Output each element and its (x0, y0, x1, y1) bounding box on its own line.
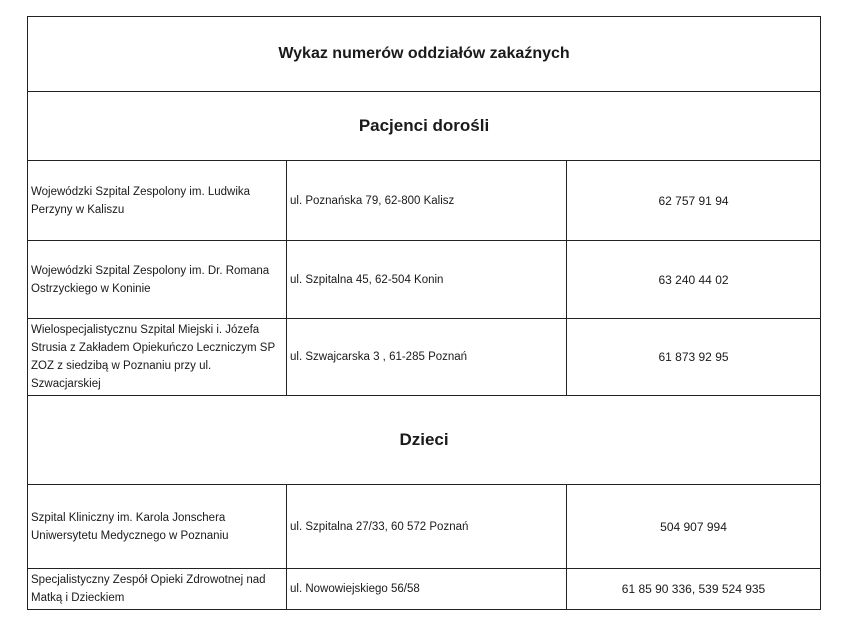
section-heading-adults: Pacjenci dorośli (28, 92, 821, 161)
hospital-phone: 63 240 44 02 (567, 241, 821, 319)
hospital-name: Wielospecjalistycznu Szpital Miejski i. Józefa Strusia z Zakładem Opiekuńczo Leczniczym SP ZOZ z siedzibą w Poznaniu przy ul. Szwacjarskiej (28, 319, 287, 396)
section-heading-children: Dzieci (28, 396, 821, 485)
hospital-phone: 62 757 91 94 (567, 161, 821, 241)
section-header-row (28, 92, 821, 161)
infectious-wards-table (27, 16, 821, 610)
hospital-address: ul. Szwajcarska 3 , 61-285 Poznań (287, 319, 567, 396)
hospital-address: ul. Szpitalna 27/33, 60 572 Poznań (287, 485, 567, 569)
document-title: Wykaz numerów oddziałów zakaźnych (28, 17, 821, 92)
hospital-phone: 61 873 92 95 (567, 319, 821, 396)
hospital-address: ul. Poznańska 79, 62-800 Kalisz (287, 161, 567, 241)
table-row (28, 485, 821, 569)
hospital-phone: 61 85 90 336, 539 524 935 (567, 569, 821, 610)
hospital-name: Specjalistyczny Zespół Opieki Zdrowotnej nad Matką i Dzieckiem (28, 569, 287, 610)
table-row (28, 161, 821, 241)
table-row (28, 241, 821, 319)
hospital-address: ul. Nowowiejskiego 56/58 (287, 569, 567, 610)
section-header-row (28, 396, 821, 485)
hospital-name: Szpital Kliniczny im. Karola Jonschera Uniwersytetu Medycznego w Poznaniu (28, 485, 287, 569)
hospital-name: Wojewódzki Szpital Zespolony im. Ludwika Perzyny w Kaliszu (28, 161, 287, 241)
hospital-address: ul. Szpitalna 45, 62-504 Konin (287, 241, 567, 319)
hospital-name: Wojewódzki Szpital Zespolony im. Dr. Romana Ostrzyckiego w Koninie (28, 241, 287, 319)
hospital-phone: 504 907 994 (567, 485, 821, 569)
table-row (28, 569, 821, 610)
table-row (28, 319, 821, 396)
title-row (28, 17, 821, 92)
